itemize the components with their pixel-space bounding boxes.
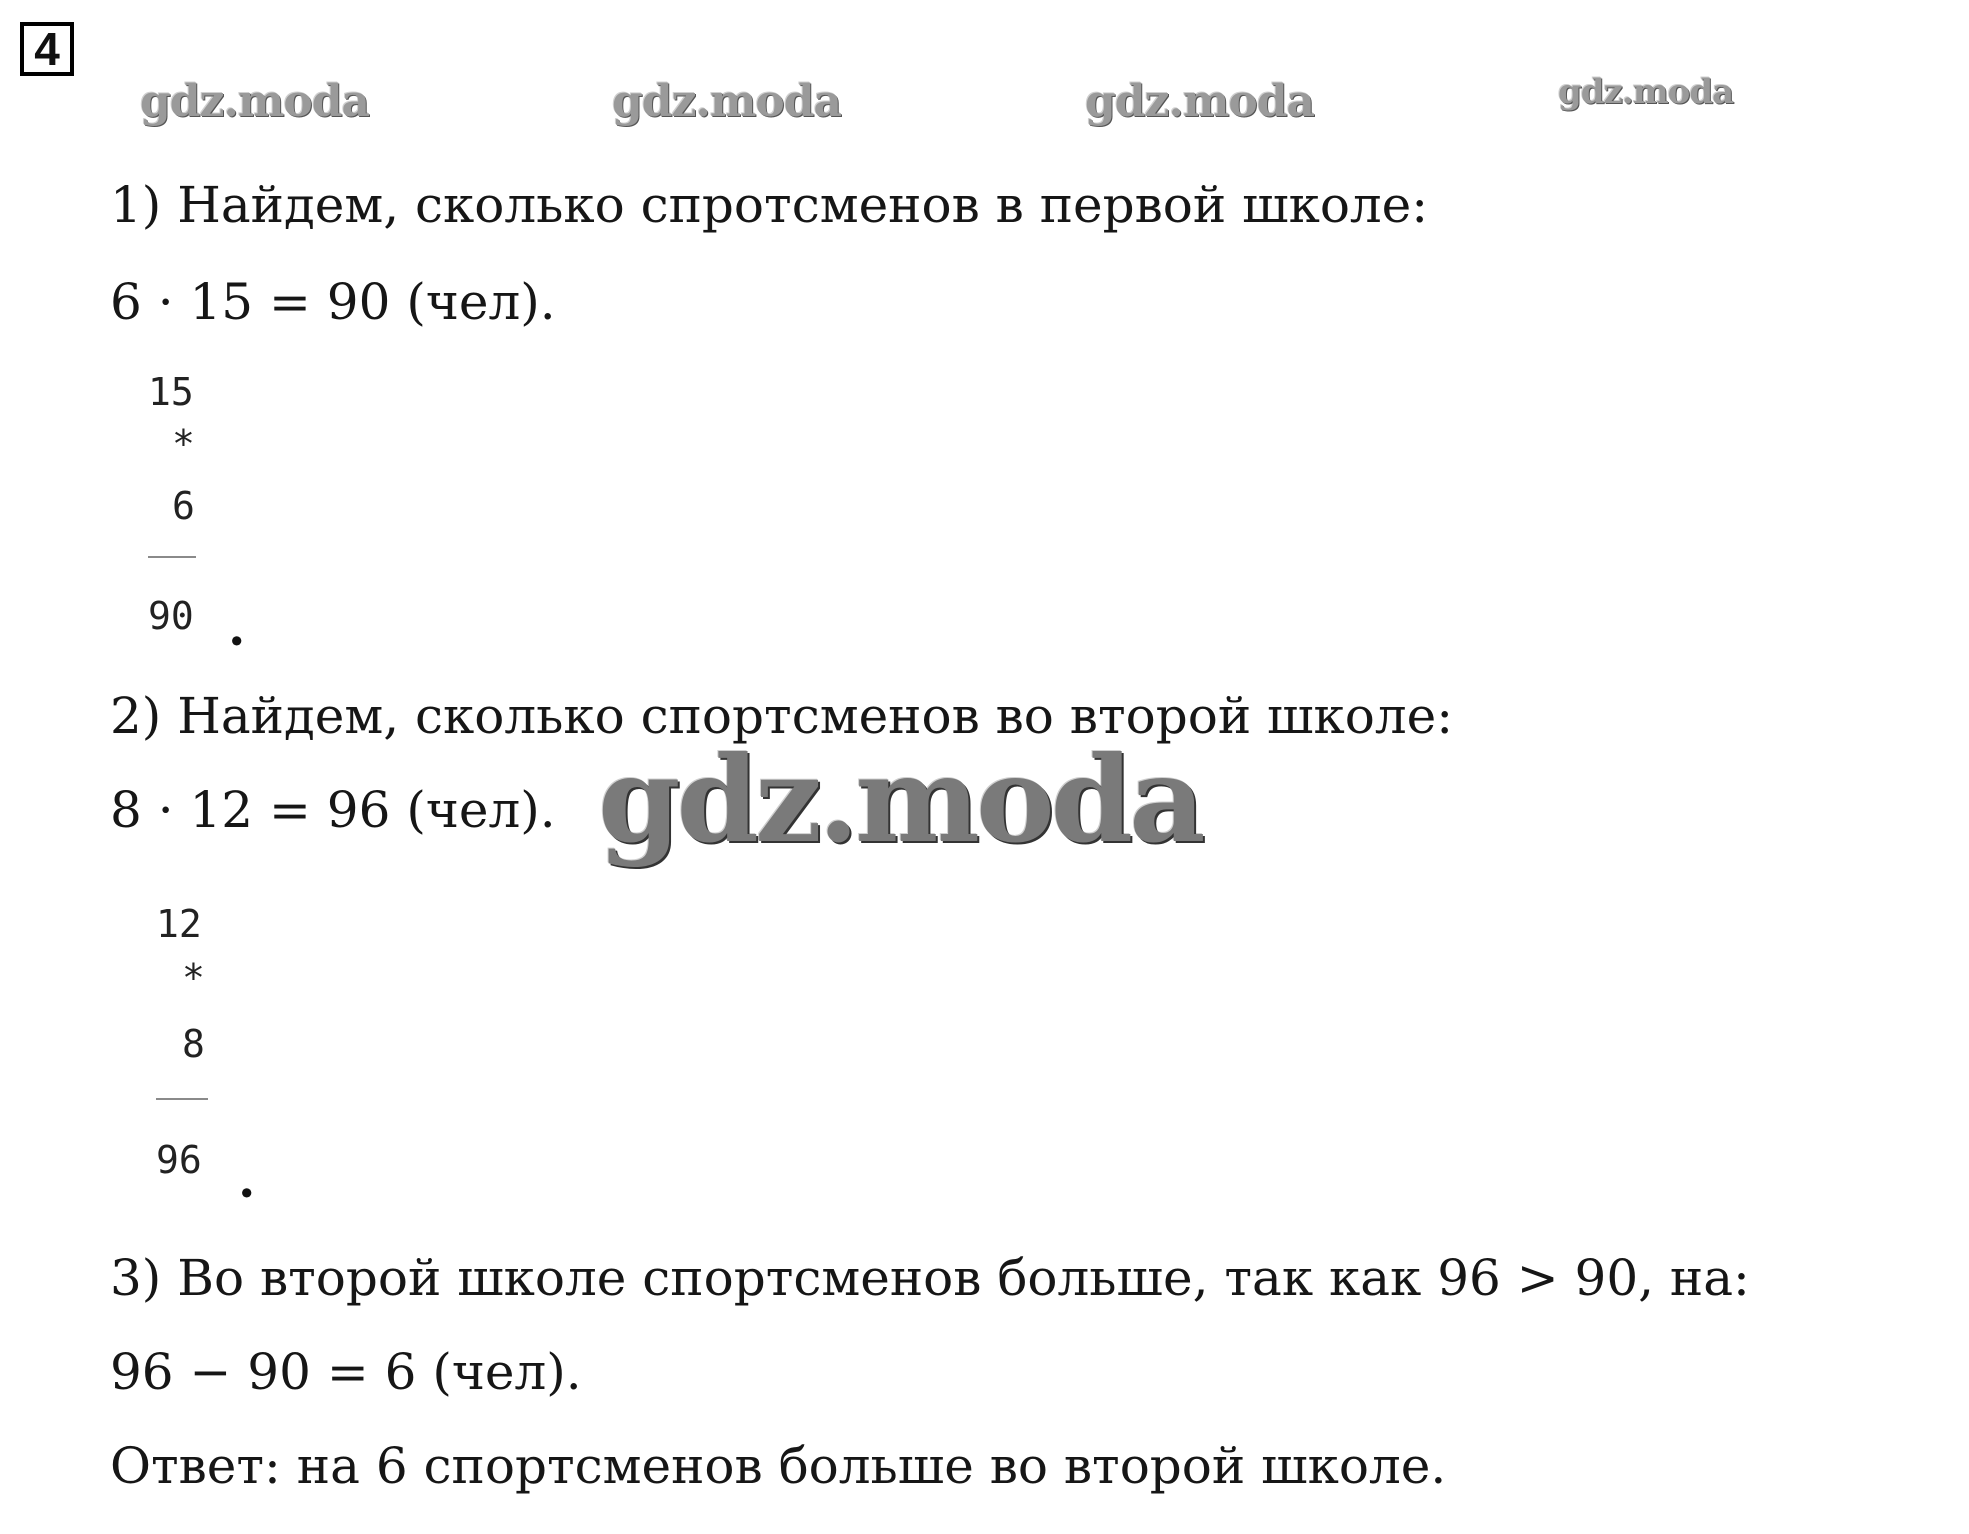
step2-column-rule: [156, 1098, 208, 1100]
step1-column-rule: [148, 556, 196, 558]
step1-column-result: 90: [148, 594, 194, 638]
step2-equation: 8 · 12 = 96 (чел).: [110, 781, 556, 839]
step1-text: 1) Найдем, сколько спротсменов в первой школе:: [110, 176, 1429, 234]
watermark-logo: gdz.moda: [140, 76, 370, 127]
step2-column-result: 96: [156, 1138, 202, 1182]
step2-column-operator: *: [182, 956, 205, 1000]
step2-column-dot: .: [238, 1150, 256, 1209]
step1-column-top: 15: [148, 370, 194, 414]
step2-column-top: 12: [156, 902, 202, 946]
answer-text: Ответ: на 6 спортсменов больше во второй школе.: [110, 1437, 1447, 1495]
step2-text: 2) Найдем, сколько спортсменов во второй школе:: [110, 687, 1454, 745]
watermark-logo: gdz.moda: [1085, 76, 1315, 127]
step3-equation: 96 − 90 = 6 (чел).: [110, 1343, 582, 1401]
step3-text: 3) Во второй школе спортсменов больше, так как 96 > 90, на:: [110, 1249, 1750, 1307]
watermark-logo-large: gdz.moda: [598, 730, 1202, 869]
task-number-badge: 4: [20, 22, 74, 76]
watermark-logo: gdz.moda: [612, 76, 842, 127]
step1-equation: 6 · 15 = 90 (чел).: [110, 273, 556, 331]
step2-column-bottom: 8: [182, 1022, 205, 1066]
step1-column-operator: *: [172, 422, 195, 466]
step1-column-bottom: 6: [172, 484, 195, 528]
watermark-logo: gdz.moda: [1558, 72, 1734, 112]
step1-column-dot: .: [228, 598, 246, 657]
